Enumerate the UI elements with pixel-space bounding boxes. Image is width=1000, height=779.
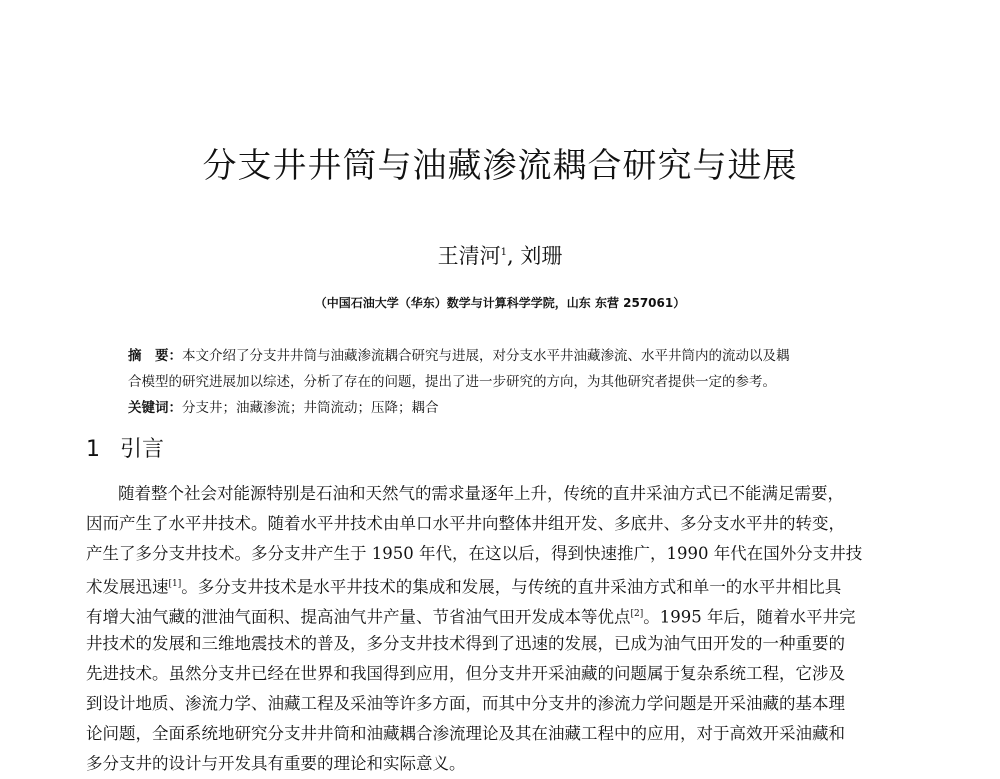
author-first: 王清河 [437,244,501,268]
body-line-10: 多分支井的设计与开发具有重要的理论和实际意义。 [86,754,466,773]
body-line-9: 论问题，全面系统地研究分支井井筒和油藏耦合渗流理论及其在油藏工程中的应用，对于高效开采油藏和 [86,724,845,743]
author-line [0,240,1000,270]
body-line-7: 先进技术。虽然分支井已经在世界和我国得到应用，但分支井开采油藏的问题属于复杂系统工程，它涉及 [86,664,845,683]
section-number: 1 [86,437,100,462]
keywords-line [128,395,888,421]
body-line-2: 因而产生了水平井技术。随着水平井技术由单口水平井向整体井组开发、多底井、多分支水平井的转变， [86,514,845,533]
body-line-4 [86,569,916,603]
abstract-text-1: 本文介绍了分支井井筒与油藏渗流耦合研究与进展，对分支水平井油藏渗流、水平井筒内的流动以及耦 [182,348,790,364]
keywords-label: 关键词： [128,400,182,416]
body-line-8: 到设计地质、渗流力学、油藏工程及采油等许多方面，而其中分支井的渗流力学问题是开采油藏的基本理 [86,694,845,713]
section-heading [86,432,164,463]
citation-1: [1] [168,579,182,589]
body-line-4-a: 术发展迅速 [86,577,169,597]
body-line-1: 随着整个社会对能源特别是石油和天然气的需求量逐年上升，传统的直井采油方式已不能满足需要， [118,484,844,503]
keywords-text: 分支井；油藏渗流；井筒流动；压降；耦合 [182,400,439,416]
body-line-6: 井技术的发展和三维地震技术的普及，多分支井技术得到了迅速的发展，已成为油气田开发的一种重要的 [86,634,845,653]
body-line-5-b: 。1995 年后，随着水平井完 [643,607,856,627]
abstract-label: 摘 要： [128,348,182,364]
body-line-5 [86,599,916,633]
affiliation: （中国石油大学（华东）数学与计算科学学院，山东 东营 257061） [314,296,686,310]
author-first-affil-mark: 1 [500,247,507,258]
abstract-line-1 [128,343,888,369]
body-line-5-a: 有增大油气藏的泄油气面积、提高油气井产量、节省油气田开发成本等优点 [86,607,631,627]
author-second: 刘珊 [520,244,563,268]
citation-2: [2] [630,609,644,619]
author-separator: , [507,244,521,268]
body-line-3: 产生了多分支井技术。多分支井产生于 1950 年代，在这以后，得到快速推广，1990 年代在国外分支井技 [86,544,863,563]
paper-title: 分支井井筒与油藏渗流耦合研究与进展 [202,146,798,186]
abstract-line-2: 合模型的研究进展加以综述，分析了存在的问题，提出了进一步研究的方向，为其他研究者提供一定的参考。 [128,374,776,390]
section-title: 引言 [120,437,165,462]
body-line-4-b: 。多分支井技术是水平井技术的集成和发展，与传统的直井采油方式和单一的水平井相比具 [181,577,842,597]
